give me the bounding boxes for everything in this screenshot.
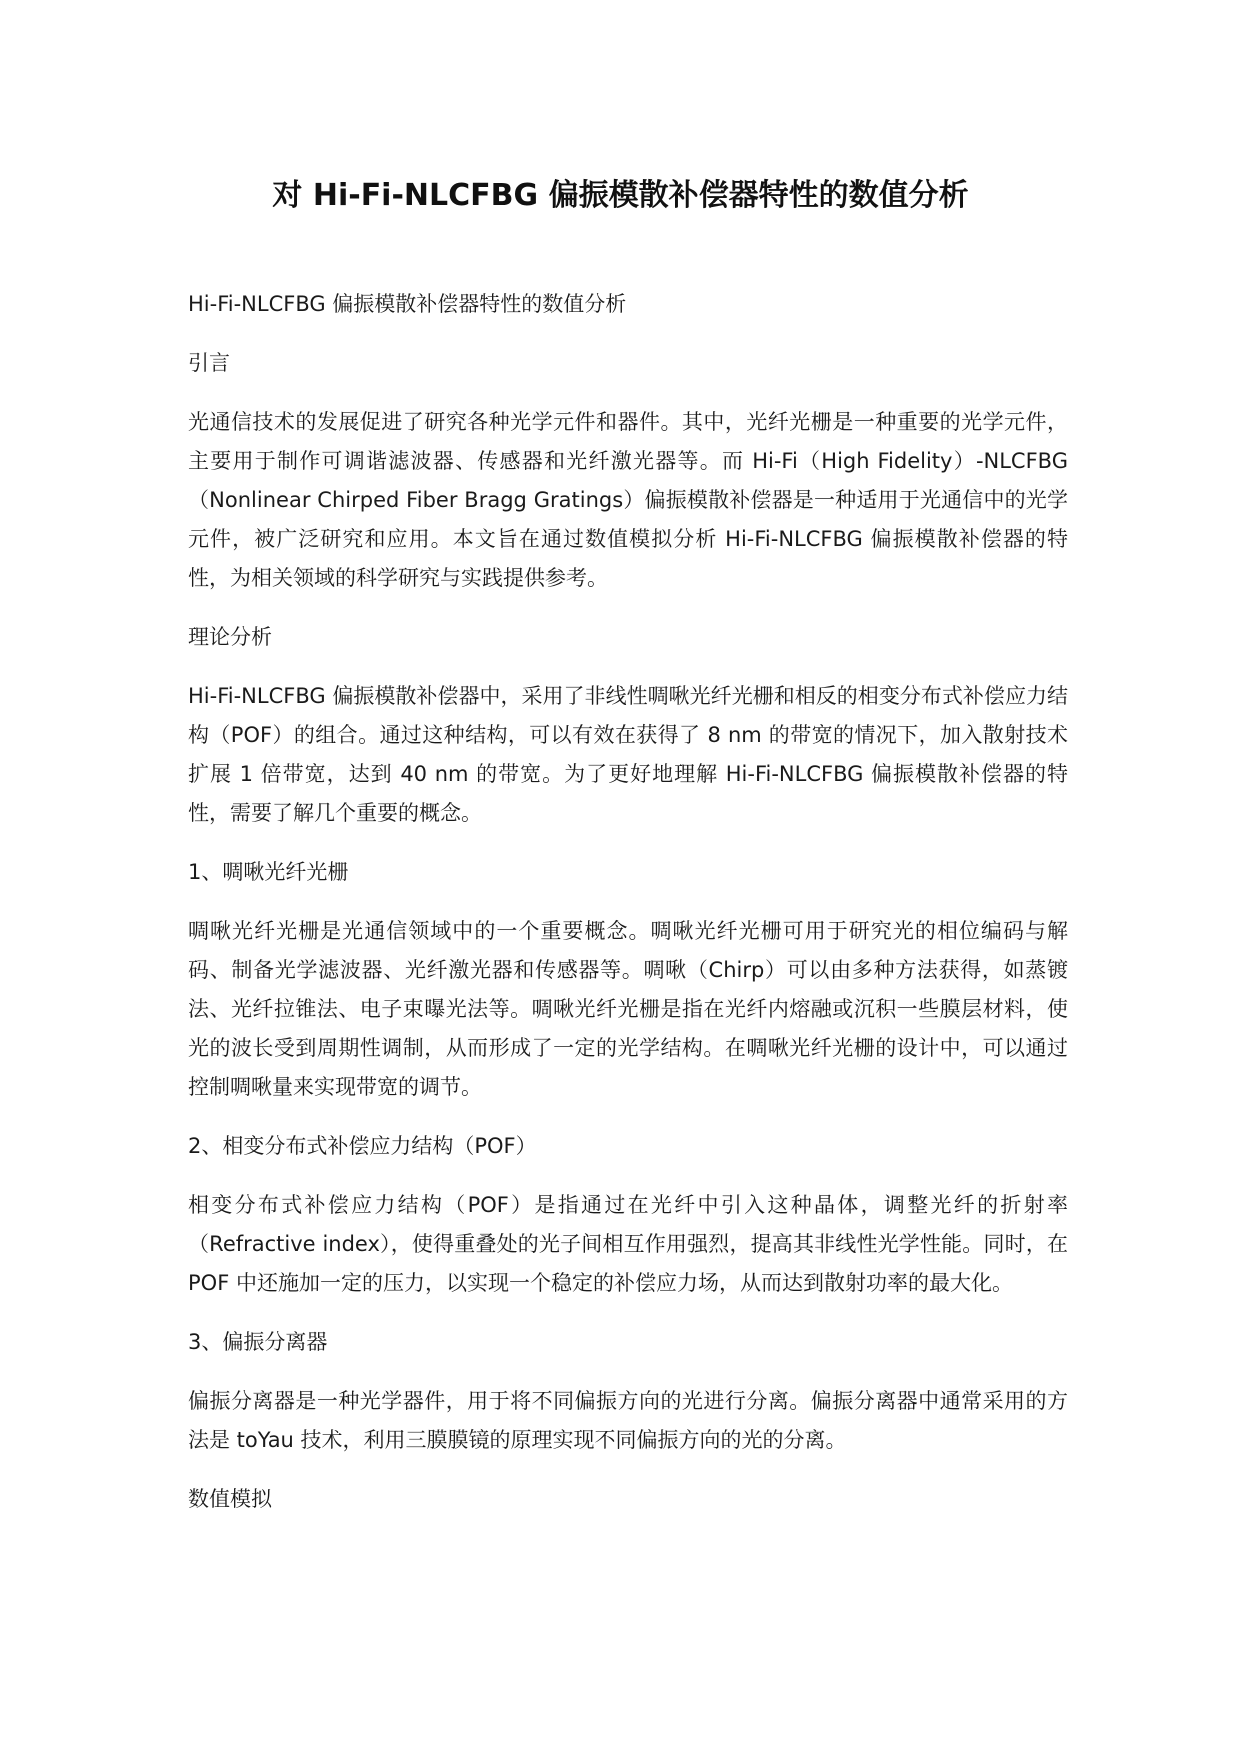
paragraph-introduction: 光通信技术的发展促进了研究各种光学元件和器件。其中，光纤光栅是一种重要的光学元件，主要用于制作可调谐滤波器、传感器和光纤激光器等。而 Hi-Fi（High Fidelity）-NLCFBG （Nonlinear Chirped Fiber Bragg Gratings）偏振模散补偿器是一种适用于光通信中的光学元件，被广泛研究和应用。本文旨在通过数值模拟分析 Hi-Fi-NLCFBG 偏振模散补偿器的特性，为相关领域的科学研究与实践提供参考。 [188, 410, 1068, 590]
section-heading-polarization-splitter: 3、偏振分离器 [188, 1330, 328, 1354]
document-subtitle: Hi-Fi-NLCFBG 偏振模散补偿器特性的数值分析 [188, 292, 627, 316]
section-heading-simulation: 数值模拟 [188, 1487, 272, 1511]
section-heading-introduction: 引言 [188, 351, 230, 375]
document-title: 对 Hi-Fi-NLCFBG 偏振模散补偿器特性的数值分析 [272, 178, 969, 213]
paragraph-chirped-grating: 啁啾光纤光栅是光通信领域中的一个重要概念。啁啾光纤光栅可用于研究光的相位编码与解码、制备光学滤波器、光纤激光器和传感器等。啁啾（Chirp）可以由多种方法获得，如蒸镀法、光纤拉锥法、电子束曝光法等。啁啾光纤光栅是指在光纤内熔融或沉积一些膜层材料，使光的波长受到周期性调制，从而形成了一定的光学结构。在啁啾光纤光栅的设计中，可以通过控制啁啾量来实现带宽的调节。 [188, 919, 1068, 1099]
section-heading-chirped-grating: 1、啁啾光纤光栅 [188, 860, 349, 884]
paragraph-polarization-splitter: 偏振分离器是一种光学器件，用于将不同偏振方向的光进行分离。偏振分离器中通常采用的方法是 toYau 技术，利用三膜膜镜的原理实现不同偏振方向的光的分离。 [188, 1389, 1068, 1452]
paragraph-theory: Hi-Fi-NLCFBG 偏振模散补偿器中，采用了非线性啁啾光纤光栅和相反的相变分布式补偿应力结构（POF）的组合。通过这种结构，可以有效在获得了 8 nm 的带宽的情况下，加入散射技术扩展 1 倍带宽，达到 40 nm 的带宽。为了更好地理解 Hi-Fi-NLCFBG 偏振模散补偿器的特性，需要了解几个重要的概念。 [188, 684, 1068, 825]
section-heading-pof: 2、相变分布式补偿应力结构（POF） [188, 1134, 537, 1158]
section-heading-theory: 理论分析 [188, 625, 272, 649]
paragraph-pof: 相变分布式补偿应力结构（POF）是指通过在光纤中引入这种晶体，调整光纤的折射率（Refractive index），使得重叠处的光子间相互作用强烈，提高其非线性光学性能。同时，在 POF 中还施加一定的压力，以实现一个稳定的补偿应力场，从而达到散射功率的最大化。 [188, 1193, 1068, 1295]
document-body [188, 285, 1068, 1539]
